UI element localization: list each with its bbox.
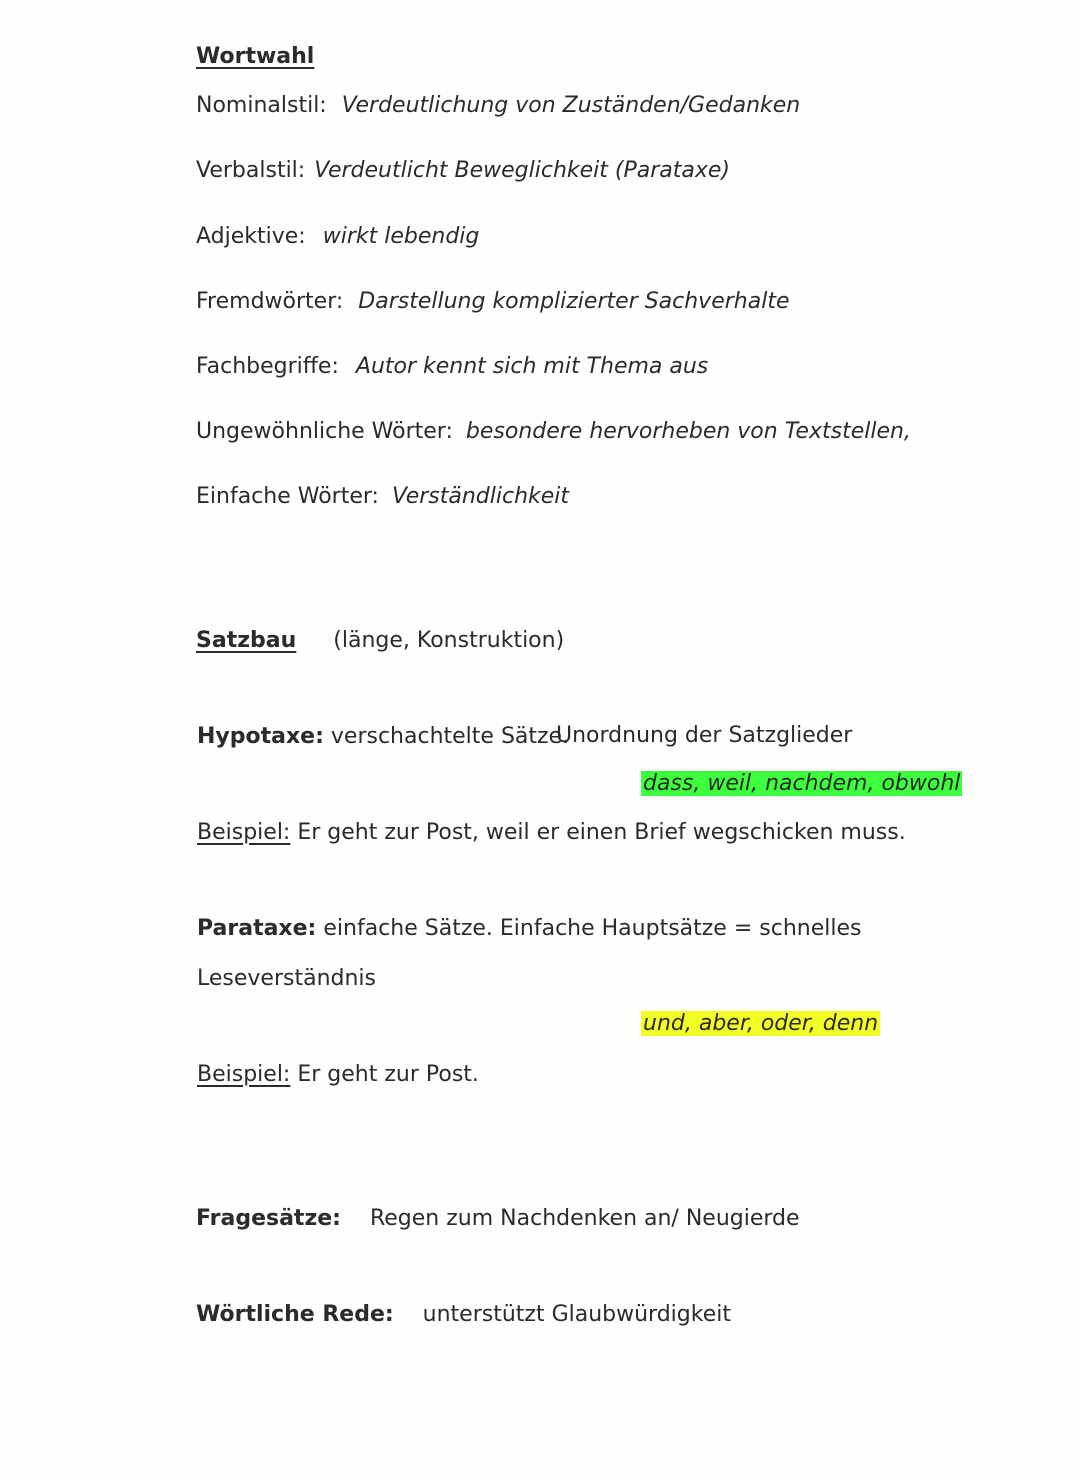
fragesaetze-desc: Regen zum Nachdenken an/ Neugierde	[369, 1206, 800, 1231]
hypotaxe-desc: verschachtelte Sätze.	[330, 724, 570, 749]
item-term: Fachbegriffe:	[196, 354, 339, 379]
yellow-highlight: und, aber, oder, denn	[643, 1011, 879, 1036]
item-term: Ungewöhnliche Wörter:	[196, 419, 453, 444]
wortwahl-item	[196, 223, 479, 251]
wortwahl-item	[196, 92, 800, 120]
hypotaxe-term: Hypotaxe:	[197, 724, 324, 749]
item-desc: wirkt lebendig	[322, 224, 480, 249]
section-heading-wortwahl: Wortwahl	[196, 44, 315, 69]
parataxe-example	[197, 1061, 479, 1089]
parataxe-desc: einfache Sätze. Einfache Hauptsätze = schnelles	[323, 916, 862, 941]
item-desc: besondere hervorheben von Textstellen,	[465, 419, 911, 444]
item-desc: Autor kennt sich mit Thema aus	[355, 354, 709, 379]
item-desc: Verdeutlicht Beweglichkeit (Parataxe)	[314, 158, 731, 183]
item-term: Adjektive:	[196, 224, 306, 249]
parataxe-term: Parataxe:	[197, 916, 317, 941]
example-label: Beispiel:	[197, 820, 291, 845]
satzbau-heading-line	[196, 627, 564, 655]
hypotaxe-conjunctions	[641, 770, 962, 798]
item-term: Verbalstil:	[196, 158, 306, 183]
wortwahl-item	[196, 288, 789, 316]
wortwahl-item	[196, 157, 730, 185]
hypotaxe-line	[197, 723, 569, 751]
item-desc: Darstellung komplizierter Sachverhalte	[358, 289, 790, 314]
wortwahl-item	[196, 418, 911, 446]
hypotaxe-example	[197, 819, 906, 847]
wortwahl-item	[196, 353, 708, 381]
item-term: Nominalstil:	[196, 93, 327, 118]
item-term: Fremdwörter:	[196, 289, 344, 314]
parataxe-line	[197, 915, 861, 943]
example-label: Beispiel:	[197, 1062, 291, 1087]
satzbau-subtitle: (länge, Konstruktion)	[333, 628, 565, 653]
example-text: Er geht zur Post.	[297, 1062, 479, 1087]
fragesaetze-line	[196, 1205, 800, 1233]
woertliche-rede-desc: unterstützt Glaubwürdigkeit	[422, 1302, 731, 1327]
woertliche-rede-term: Wörtliche Rede:	[196, 1302, 394, 1327]
green-highlight: dass, weil, nachdem, obwohl	[643, 771, 961, 796]
item-desc: Verständlichkeit	[391, 484, 570, 509]
section-heading-satzbau: Satzbau	[196, 628, 297, 653]
hypotaxe-note: Unordnung der Satzglieder	[556, 723, 853, 748]
parataxe-conjunctions	[641, 1010, 880, 1038]
fragesaetze-term: Fragesätze:	[196, 1206, 341, 1231]
item-term: Einfache Wörter:	[196, 484, 379, 509]
parataxe-desc-cont: Leseverständnis	[197, 966, 376, 991]
item-desc: Verdeutlichung von Zuständen/Gedanken	[341, 93, 801, 118]
example-text: Er geht zur Post, weil er einen Brief wegschicken muss.	[297, 820, 906, 845]
wortwahl-item	[196, 483, 569, 511]
woertliche-rede-line	[196, 1301, 731, 1329]
